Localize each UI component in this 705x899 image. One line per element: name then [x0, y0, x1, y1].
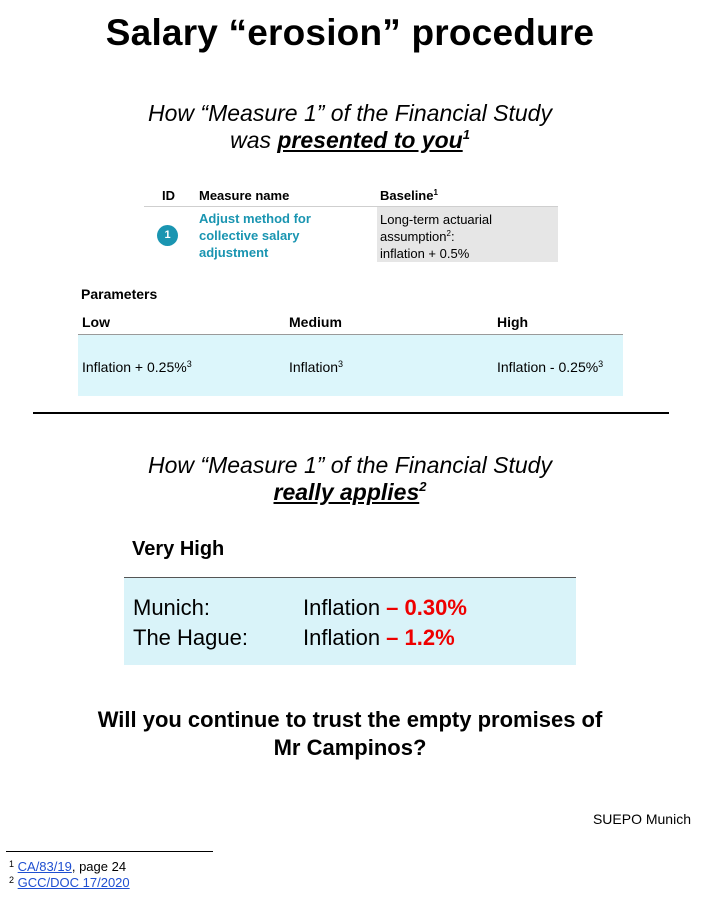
- footnote-1: [9, 859, 126, 875]
- presented-prefix: was: [230, 127, 278, 153]
- signature: SUEPO Munich: [592, 811, 691, 827]
- parameters-title: Parameters: [81, 286, 158, 302]
- very-high-row: [124, 623, 576, 653]
- measure-name-line: Adjust method for: [199, 211, 311, 226]
- very-high-city: Munich:: [133, 595, 211, 620]
- section-divider: [33, 412, 669, 414]
- footnote-2: [9, 875, 130, 891]
- applies-heading-line1: How “Measure 1” of the Financial Study: [148, 452, 552, 478]
- param-value-high-text: Inflation - 0.25%: [497, 359, 599, 375]
- presented-footnote-ref: 1: [462, 127, 470, 142]
- baseline-line3: inflation + 0.5%: [380, 246, 470, 261]
- baseline-footnote-ref: 2: [446, 229, 451, 238]
- baseline-line2: [380, 228, 492, 245]
- measure-header-baseline: [380, 188, 438, 203]
- page-title: Salary “erosion” procedure: [105, 12, 595, 53]
- measure-baseline-cell: [377, 207, 558, 262]
- measure-name-line: adjustment: [199, 245, 269, 260]
- param-value-low-text: Inflation + 0.25%: [82, 359, 187, 375]
- param-value-medium: [289, 359, 343, 375]
- closing-question-line2: Mr Campinos?: [273, 735, 427, 760]
- footnote-link-gcc-doc[interactable]: GCC/DOC 17/2020: [17, 875, 130, 890]
- applies-heading: [0, 452, 700, 506]
- presented-heading-line2: [0, 127, 700, 154]
- footnote-link-ca-83-19[interactable]: CA/83/19: [17, 859, 72, 874]
- measure-name: [199, 210, 369, 261]
- measure-id-badge: 1: [157, 225, 178, 246]
- very-high-base: Inflation: [303, 625, 387, 650]
- param-footnote-ref: 3: [338, 359, 344, 369]
- applies-footnote-ref: 2: [419, 479, 427, 494]
- param-value-low: [82, 359, 192, 375]
- measure-header-name: Measure name: [199, 188, 290, 203]
- measure-baseline-text: [380, 211, 492, 262]
- very-high-row: [124, 593, 576, 623]
- baseline-line2-suffix: :: [450, 229, 455, 244]
- param-value-medium-text: Inflation: [289, 359, 339, 375]
- very-high-base: Inflation: [303, 595, 387, 620]
- measure-name-line: collective salary: [199, 228, 300, 243]
- param-footnote-ref: 3: [186, 359, 192, 369]
- footnote-rule: [6, 851, 213, 852]
- very-high-box: [124, 578, 576, 665]
- measure-header-baseline-sup: 1: [433, 188, 438, 197]
- presented-heading-line1: How “Measure 1” of the Financial Study: [148, 100, 552, 126]
- very-high-delta: – 0.30%: [386, 595, 467, 620]
- measure-table: [144, 184, 558, 262]
- very-high-value: [303, 623, 455, 653]
- measure-header-id: ID: [162, 188, 175, 203]
- param-header-high: High: [497, 314, 529, 330]
- very-high-value: [303, 593, 467, 623]
- baseline-line1: Long-term actuarial: [380, 212, 492, 227]
- param-value-high: [497, 359, 603, 375]
- footnote-number: 2: [9, 875, 15, 885]
- very-high-label: Very High: [132, 538, 225, 560]
- closing-question-line1: Will you continue to trust the empty promises of: [97, 707, 603, 732]
- measure-header-baseline-text: Baseline: [380, 188, 434, 203]
- presented-heading: [0, 100, 700, 154]
- footnote-number: 1: [9, 859, 15, 869]
- closing-question: [0, 706, 700, 762]
- baseline-line2-text: assumption: [380, 229, 447, 244]
- param-header-low: Low: [82, 314, 110, 330]
- footnote-text: , page 24: [71, 859, 127, 874]
- presented-emphasis: presented to you: [277, 127, 463, 153]
- param-footnote-ref: 3: [598, 359, 604, 369]
- applies-emphasis: really applies: [273, 479, 420, 505]
- very-high-city: The Hague:: [133, 625, 248, 650]
- applies-heading-line2: [0, 479, 700, 506]
- very-high-delta: – 1.2%: [386, 625, 455, 650]
- param-header-medium: Medium: [289, 314, 342, 330]
